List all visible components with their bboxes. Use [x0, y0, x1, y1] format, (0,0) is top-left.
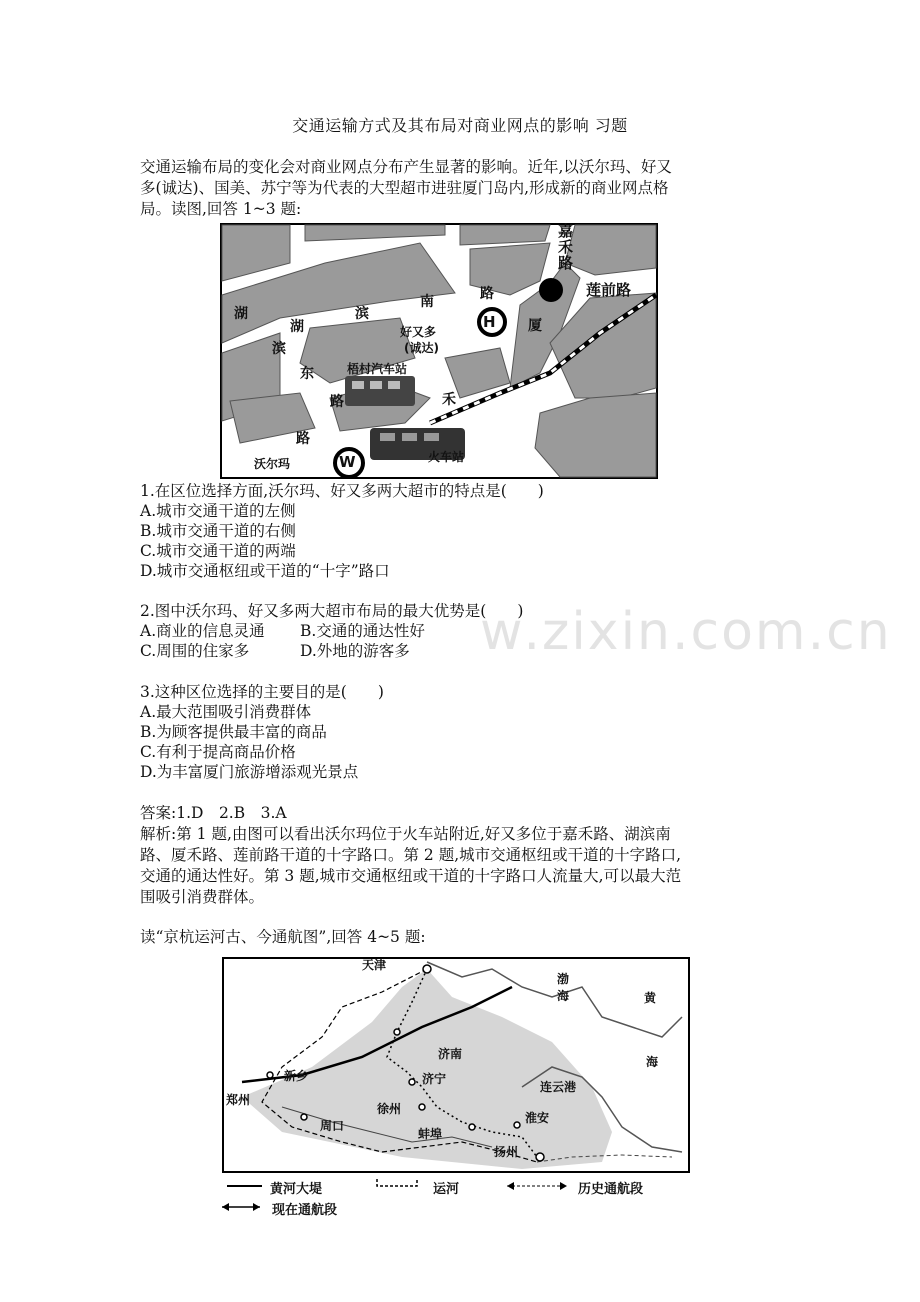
grand-canal-map — [222, 957, 692, 1217]
option: B.为顾客提供最丰富的商品 — [140, 723, 327, 741]
label-hubin-1: 湖 — [290, 319, 304, 335]
label-hubin-4: 路 — [480, 286, 494, 302]
option: C.周围的住家多 — [140, 642, 250, 660]
option: A.最大范围吸引消费群体 — [140, 703, 312, 721]
label-hubin-east-3: 路 — [330, 394, 344, 410]
q45-intro: 读“京杭运河古、今通航图”,回答 4~5 题: — [140, 928, 426, 946]
label-lu: 路 — [296, 431, 310, 447]
label-lianqian-road: 莲前路 — [586, 281, 632, 299]
city-huaian: 淮安 — [525, 1111, 550, 1125]
label-xia: 厦 — [528, 318, 542, 334]
label-hai: 海 — [646, 1055, 659, 1069]
question-stem: 1.在区位选择方面,沃尔玛、好又多两大超市的特点是( ) — [140, 482, 544, 500]
city-zhengzhou: 郑州 — [226, 1093, 251, 1107]
option: D.城市交通枢纽或干道的“十字”路口 — [140, 562, 390, 580]
city-yangzhou: 扬州 — [494, 1145, 519, 1159]
label-jiahe-road: 嘉 禾 路 — [558, 222, 574, 272]
label-walmart: 沃尔玛 — [254, 457, 291, 471]
option: D.外地的游客多 — [300, 642, 410, 660]
city-bengbu: 蚌埠 — [418, 1127, 443, 1141]
question-3 — [140, 682, 384, 782]
label-hubin-east-2: 东 — [300, 366, 314, 382]
roundabout-dot — [539, 278, 563, 302]
city-jining: 济宁 — [422, 1072, 447, 1086]
w-symbol: W — [339, 453, 356, 471]
label-train-station: 火车站 — [428, 450, 465, 464]
analysis-line: 解析:第 1 题,由图可以看出沃尔玛位于火车站附近,好又多位于嘉禾路、湖滨南 — [140, 825, 671, 843]
label-wucun-bus-station: 梧村汽车站 — [347, 362, 408, 376]
label-hubin-2: 滨 — [355, 306, 369, 322]
label-haoyouduo: 好又多 — [400, 325, 437, 339]
city-tianjin: 天津 — [362, 958, 387, 972]
intro-line: 多(诚达)、国美、苏宁等为代表的大型超市进驻厦门岛内,形成新的商业网点格 — [140, 179, 669, 197]
option: A.城市交通干道的左侧 — [140, 502, 296, 520]
h-symbol: H — [483, 313, 496, 331]
answer-line: 答案:1.D 2.B 3.A — [140, 804, 287, 822]
option: C.有利于提高商品价格 — [140, 743, 296, 761]
watermark: w.zixin.com.cn — [480, 602, 892, 662]
label-hubin-east-1: 滨 — [272, 341, 286, 357]
analysis-line: 围吸引消费群体。 — [140, 888, 265, 906]
legend-historic: 历史通航段 — [578, 1182, 644, 1197]
intro-paragraph — [140, 157, 790, 220]
option: A.商业的信息灵通 — [140, 622, 265, 640]
option: B.交通的通达性好 — [300, 622, 425, 640]
city-xuzhou: 徐州 — [377, 1102, 402, 1116]
question-stem: 2.图中沃尔玛、好又多两大超市布局的最大优势是( ) — [140, 602, 524, 620]
city-jinan: 济南 — [438, 1047, 463, 1061]
label-hu: 湖 — [234, 306, 248, 322]
label-bohai-1: 渤 — [557, 972, 570, 986]
question-2 — [140, 601, 523, 661]
label-hubin-3: 南 — [420, 294, 434, 310]
question-1 — [140, 481, 544, 581]
intro-line: 交通运输布局的变化会对商业网点分布产生显著的影响。近年,以沃尔玛、好又 — [140, 158, 672, 176]
answer-block — [140, 803, 790, 908]
legend-current: 现在通航段 — [272, 1203, 338, 1218]
intro-line: 局。读图,回答 1~3 题: — [140, 200, 302, 218]
analysis-line: 路、厦禾路、莲前路干道的十字路口。第 2 题,城市交通枢纽或干道的十字路口, — [140, 846, 682, 864]
question-stem: 3.这种区位选择的主要目的是( ) — [140, 683, 384, 701]
analysis-line: 交通的通达性好。第 3 题,城市交通枢纽或干道的十字路口人流量大,可以最大范 — [140, 867, 682, 885]
label-huang: 黄 — [644, 991, 657, 1005]
label-he: 禾 — [442, 392, 456, 408]
city-xinxiang: 新乡 — [284, 1069, 309, 1083]
legend-canal: 运河 — [433, 1182, 460, 1197]
label-chengda: (诚达) — [404, 341, 439, 355]
legend-dike: 黄河大堤 — [270, 1182, 323, 1197]
page-title: 交通运输方式及其布局对商业网点的影响 习题 — [292, 116, 628, 135]
option: B.城市交通干道的右侧 — [140, 522, 296, 540]
city-zhoukou: 周口 — [320, 1119, 345, 1133]
label-bohai-2: 海 — [557, 989, 570, 1003]
bus-icon — [345, 376, 415, 406]
option: D.为丰富厦门旅游增添观光景点 — [140, 763, 359, 781]
option: C.城市交通干道的两端 — [140, 542, 296, 560]
xiamen-map — [220, 223, 658, 479]
city-lianyungang: 连云港 — [540, 1080, 577, 1094]
